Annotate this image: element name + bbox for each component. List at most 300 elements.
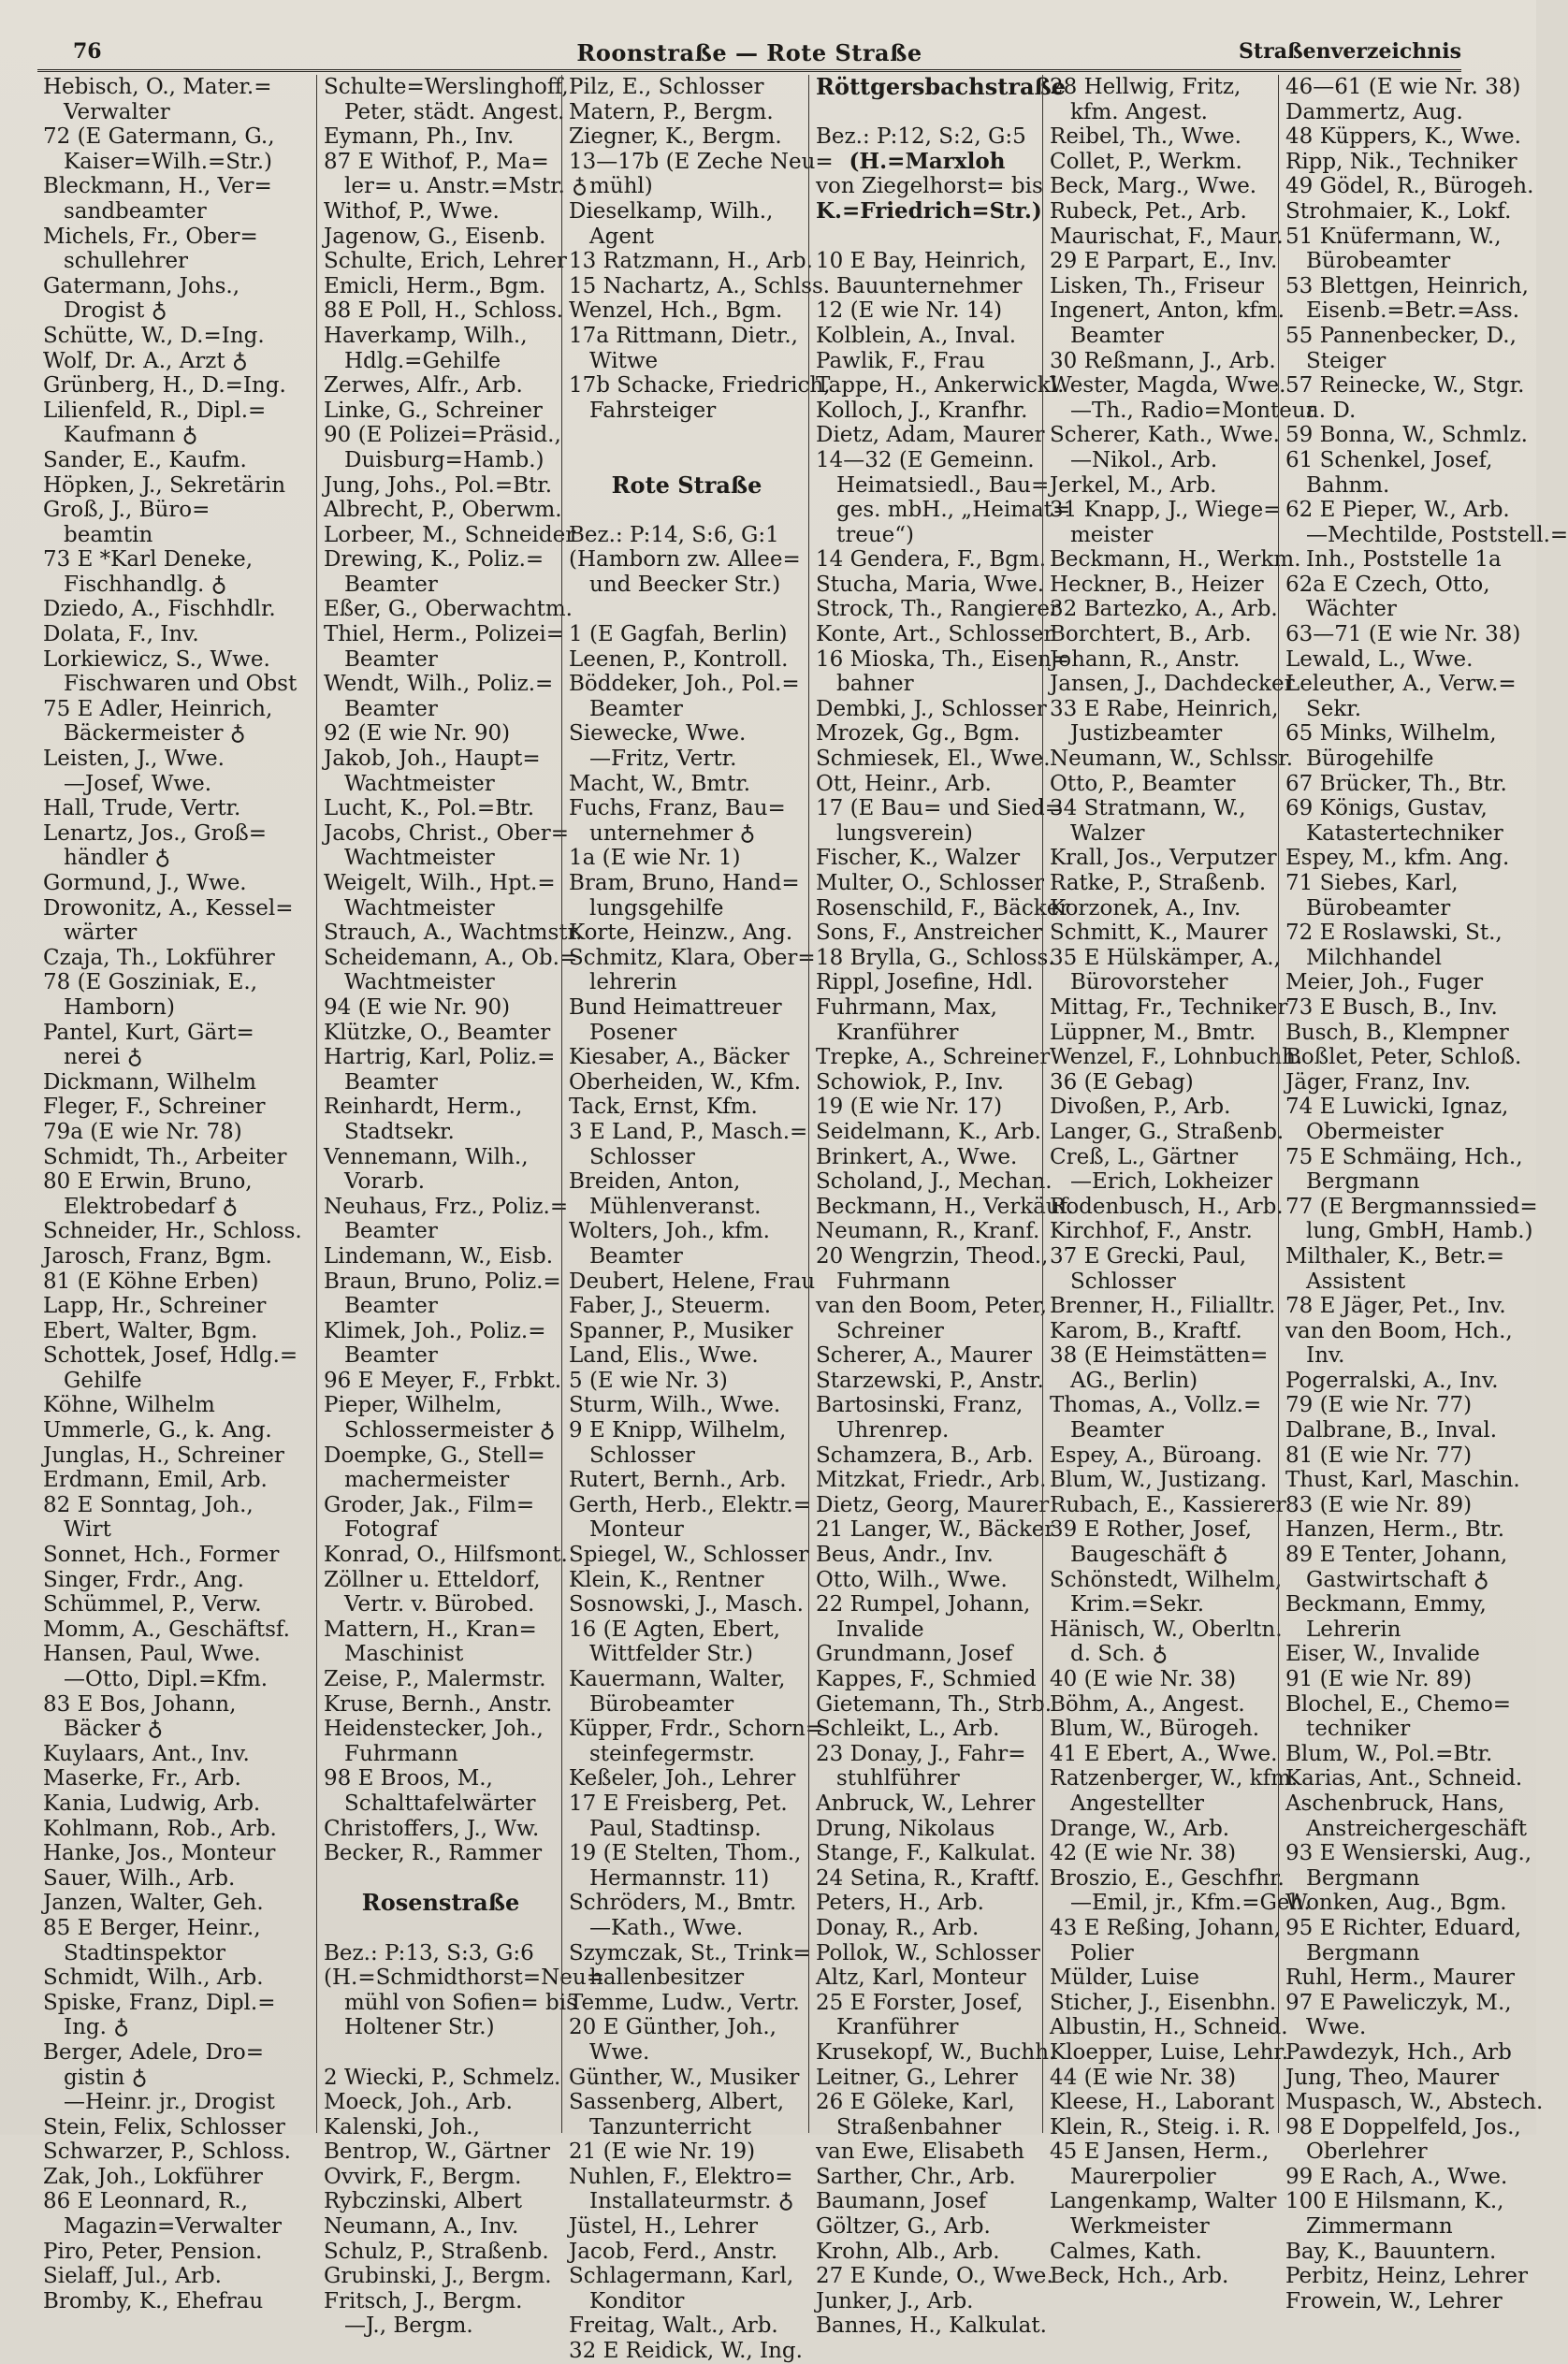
directory-entry-line: Bauunternehmer xyxy=(836,273,1023,298)
directory-entry-line: Johann, R., Anstr. xyxy=(1050,646,1241,672)
directory-entry-line: 35 E Hülskämper, A., xyxy=(1050,945,1281,970)
directory-entry-line: 91 (E wie Nr. 89) xyxy=(1285,1667,1473,1691)
directory-entry-line: Stadtinspektor xyxy=(64,1940,226,1965)
directory-entry-line: Otto, Wilh., Wwe. xyxy=(816,1567,1008,1592)
directory-entry-line: Polier xyxy=(1070,1940,1134,1965)
directory-entry-line: 61 Schenkel, Josef, xyxy=(1285,447,1493,472)
directory-entry-line: Wenzel, F., Lohnbuchh. xyxy=(1050,1045,1303,1070)
directory-entry-line: Dolata, F., Inv. xyxy=(43,622,199,647)
directory-entry-line: Boßlet, Peter, Schloß. xyxy=(1285,1045,1522,1070)
directory-entry-line: Maurerpolier xyxy=(1070,2164,1216,2189)
directory-entry-line: 14 Gendera, F., Bgm. xyxy=(816,547,1047,573)
directory-entry-line: Tanzunterricht xyxy=(589,2114,751,2139)
directory-entry-line: Hanzen, Herm., Btr. xyxy=(1285,1517,1505,1543)
directory-entry-line: Aschenbruck, Hans, xyxy=(1285,1791,1505,1816)
spacer xyxy=(569,448,805,473)
directory-entry-line: Pogerralski, A., Inv. xyxy=(1285,1368,1499,1393)
directory-entry-line: 36 (E Gebag) xyxy=(1050,1069,1194,1095)
directory-entry-line: Bäckermeister ♁ xyxy=(64,721,246,747)
directory-entry-line: —Erich, Lokheizer xyxy=(1070,1169,1273,1195)
directory-entry-line: Momm, A., Geschäftsf. xyxy=(43,1617,290,1642)
directory-entry-line: 82 E Sonntag, Joh., xyxy=(43,1492,254,1517)
column-divider xyxy=(561,75,562,2133)
directory-entry-line: Beamter xyxy=(344,1294,438,1319)
directory-entry-line: Kruse, Bernh., Anstr. xyxy=(324,1691,553,1717)
directory-entry-line: Hanke, Jos., Monteur xyxy=(43,1841,276,1866)
directory-entry-line: —Heinr. jr., Drogist xyxy=(64,2090,275,2115)
directory-entry-line: 81 (E Köhne Erben) xyxy=(43,1269,259,1294)
directory-entry-line: kfm. Angest. xyxy=(1070,99,1208,124)
directory-entry-line: schullehrer xyxy=(64,249,189,274)
directory-entry-line: Dziedo, A., Fischhdlr. xyxy=(43,597,276,622)
directory-entry-line: Holtener Str.) xyxy=(344,2015,495,2040)
directory-entry-line: Bund Heimattreuer xyxy=(569,994,782,1020)
directory-entry-line: Pawlik, F., Frau xyxy=(816,348,985,373)
directory-entry-line: 18 Brylla, G., Schloss. xyxy=(816,945,1055,970)
directory-entry-line: Köhne, Wilhelm xyxy=(43,1393,215,1418)
directory-entry-line: Mülder, Luise xyxy=(1050,1965,1200,1991)
directory-entry-line: 10 E Bay, Heinrich, xyxy=(816,249,1027,274)
directory-entry-line: Gastwirtschaft ♁ xyxy=(1306,1567,1489,1592)
directory-entry-line: Stadtsekr. xyxy=(344,1119,455,1144)
directory-entry-line: Strauch, A., Wachtmstr. xyxy=(324,921,583,946)
directory-entry-line: Wolf, Dr. A., Arzt ♁ xyxy=(43,348,248,373)
directory-entry-line: Thomas, A., Vollz.= xyxy=(1050,1393,1262,1418)
directory-entry-line: Küpper, Frdr., Schorn= xyxy=(569,1717,824,1742)
page-header xyxy=(37,32,1461,72)
directory-entry-line: Rubeck, Pet., Arb. xyxy=(1050,198,1247,224)
directory-entry-line: Hall, Trude, Vertr. xyxy=(43,796,241,821)
directory-entry-line: Tack, Ernst, Kfm. xyxy=(569,1095,758,1120)
directory-entry-line: 30 Reßmann, J., Arb. xyxy=(1050,348,1276,373)
directory-entry-line: Langer, G., Straßenb. xyxy=(1050,1119,1285,1144)
directory-entry-line: Scheidemann, A., Ob.= xyxy=(324,945,578,970)
directory-entry-line: Sarther, Chr., Arb. xyxy=(816,2164,1016,2189)
directory-entry-line: 22 Rumpel, Johann, xyxy=(816,1592,1031,1617)
directory-entry-line: 55 Pannenbecker, D., xyxy=(1285,323,1517,348)
directory-entry-line: Korte, Heinzw., Ang. xyxy=(569,921,793,946)
directory-entry-line: Beamter xyxy=(589,1243,683,1269)
directory-entry-line: Fischhandlg. ♁ xyxy=(64,572,227,597)
directory-entry-line: 74 E Luwicki, Ignaz, xyxy=(1285,1095,1509,1120)
directory-entry-line: Maserke, Fr., Arb. xyxy=(43,1766,241,1791)
directory-entry-line: Schulz, P., Straßenb. xyxy=(324,2239,549,2264)
directory-entry-line: Gormund, J., Wwe. xyxy=(43,871,247,895)
directory-entry-line: Monteur xyxy=(589,1517,684,1543)
directory-entry-line: Heimatsiedl., Bau= xyxy=(836,472,1050,498)
directory-entry-line: 73 E Busch, B., Inv. xyxy=(1285,994,1498,1020)
directory-entry-line: Konditor xyxy=(589,2288,685,2313)
directory-entry-line: Milchhandel xyxy=(1306,945,1442,970)
directory-entry-line: Schlosser xyxy=(589,1443,695,1468)
directory-entry-line: Böddeker, Joh., Pol.= xyxy=(569,672,800,697)
directory-entry-line: nerei ♁ xyxy=(64,1045,143,1070)
directory-entry-line: —Kath., Wwe. xyxy=(589,1915,744,1940)
directory-entry-line: 89 E Tenter, Johann, xyxy=(1285,1543,1508,1568)
directory-entry-line: Sticher, J., Eisenbhn. xyxy=(1050,1990,1277,2015)
directory-entry-line: Fischer, K., Walzer xyxy=(816,846,1021,871)
directory-entry-line: Vertr. v. Bürobed. xyxy=(344,1592,535,1617)
directory-entry-line: Beamter xyxy=(1070,323,1164,348)
directory-entry-line: Lorkiewicz, S., Wwe. xyxy=(43,646,270,672)
directory-entry-line: 17 (E Bau= und Sied= xyxy=(816,796,1064,821)
directory-entry-line: Stucha, Maria, Wwe. xyxy=(816,572,1045,597)
directory-entry-line: Oberheiden, W., Kfm. xyxy=(569,1069,802,1095)
directory-entry-line: Ott, Heinr., Arb. xyxy=(816,771,992,796)
directory-entry-line: 96 E Meyer, F., Frbkt. xyxy=(324,1368,562,1393)
directory-column xyxy=(1044,75,1316,2289)
directory-entry-line: Neumann, A., Inv. xyxy=(324,2214,519,2240)
directory-entry-line: Klein, K., Rentner xyxy=(569,1567,764,1592)
directory-entry-line: Doempke, G., Stell= xyxy=(324,1443,545,1468)
directory-entry-line: 46—61 (E wie Nr. 38) xyxy=(1285,75,1521,99)
directory-entry-line: Korzonek, A., Inv. xyxy=(1050,895,1241,921)
directory-entry-line: 37 E Grecki, Paul, xyxy=(1050,1243,1247,1269)
directory-entry-line: Rutert, Bernh., Arb. xyxy=(569,1468,787,1493)
directory-entry-line: Schmiesek, El., Wwe. xyxy=(816,747,1051,772)
directory-entry-line: 12 (E wie Nr. 14) xyxy=(816,298,1003,324)
directory-entry-line: Kranführer xyxy=(836,2015,959,2040)
directory-entry-line: Kolloch, J., Kranfhr. xyxy=(816,398,1028,423)
directory-entry-line: Spiegel, W., Schlosser xyxy=(569,1543,809,1568)
directory-entry-line: Maurischat, F., Maur. xyxy=(1050,224,1284,249)
directory-entry-line: Schlosser xyxy=(589,1144,695,1169)
directory-entry-line: Divoßen, P., Arb. xyxy=(1050,1095,1231,1120)
directory-entry-line: Sons, F., Anstreicher xyxy=(816,921,1042,946)
directory-entry-line: Land, Elis., Wwe. xyxy=(569,1343,759,1369)
directory-entry-line: Wirt xyxy=(64,1517,111,1543)
directory-entry-line: Bannes, H., Kalkulat. xyxy=(816,2313,1047,2339)
directory-entry-line: 26 E Göleke, Karl, xyxy=(816,2090,1015,2115)
directory-entry-line: Wenzel, Hch., Bgm. xyxy=(569,298,783,324)
directory-entry-line: Schamzera, B., Arb. xyxy=(816,1443,1034,1468)
directory-entry-line: 77 (E Bergmannssied= xyxy=(1285,1194,1538,1219)
directory-entry-line: Schalttafelwärter xyxy=(344,1791,536,1816)
directory-entry-line: treue“) xyxy=(836,522,915,547)
spacer xyxy=(324,1916,558,1941)
directory-entry-line: Paul, Stadtinsp. xyxy=(589,1816,762,1841)
directory-entry-line: Fahrsteiger xyxy=(589,398,717,423)
directory-entry-line: Erdmann, Emil, Arb. xyxy=(43,1468,268,1493)
directory-entry-line: van den Boom, Hch., xyxy=(1285,1318,1513,1343)
directory-entry-line: Schowiok, P., Inv. xyxy=(816,1069,1004,1095)
column-divider xyxy=(316,75,317,2133)
directory-entry-line: Inv. xyxy=(1306,1343,1345,1369)
directory-entry-line: Hdlg.=Gehilfe xyxy=(344,348,501,373)
directory-entry-line: ges. mbH., „Heimat= xyxy=(836,498,1071,523)
directory-entry-line: Witwe xyxy=(589,348,659,373)
directory-entry-line: 71 Siebes, Karl, xyxy=(1285,871,1459,895)
directory-entry-line: Rippl, Josefine, Hdl. xyxy=(816,970,1034,995)
directory-entry-line: Sosnowski, J., Masch. xyxy=(569,1592,804,1617)
directory-entry-line: Mühlenveranst. xyxy=(589,1194,762,1219)
directory-entry-line: Fischwaren und Obst xyxy=(64,672,298,697)
directory-entry-line: Ratzenberger, W., kfm. xyxy=(1050,1766,1299,1791)
directory-entry-line: Kolblein, A., Inval. xyxy=(816,323,1017,348)
directory-entry-line: Beckmann, H., Werkm. xyxy=(1050,547,1301,573)
directory-entry-line: Zak, Joh., Lokführer xyxy=(43,2164,263,2189)
directory-entry-line: 97 E Paweliczyk, M., xyxy=(1285,1990,1512,2015)
directory-entry-line: Dietz, Georg, Maurer xyxy=(816,1492,1050,1517)
directory-entry-line: Maschinist xyxy=(344,1642,464,1667)
directory-entry-line: 1a (E wie Nr. 1) xyxy=(569,846,741,871)
page-number: 76 xyxy=(73,39,102,64)
directory-entry-line: 65 Minks, Wilhelm, xyxy=(1285,721,1497,747)
directory-entry-line: Scherer, A., Maurer xyxy=(816,1343,1032,1369)
directory-entry-line: 23 Donay, J., Fahr= xyxy=(816,1741,1026,1766)
directory-entry-line: mühl) xyxy=(589,174,653,199)
directory-entry-line: Magazin=Verwalter xyxy=(64,2214,282,2240)
directory-entry-line: Sonnet, Hch., Former xyxy=(43,1543,280,1568)
directory-entry-line: Göltzer, G., Arb. xyxy=(816,2214,991,2240)
directory-entry-line: Wonken, Aug., Bgm. xyxy=(1285,1891,1507,1916)
directory-entry-line: 51 Knüfermann, W., xyxy=(1285,224,1502,249)
directory-entry-line: van Ewe, Elisabeth xyxy=(816,2139,1024,2165)
directory-entry-line: Bram, Bruno, Hand= xyxy=(569,871,800,895)
directory-entry-line: Mattern, H., Kran= xyxy=(324,1617,537,1642)
directory-entry-line: Schleikt, L., Arb. xyxy=(816,1717,1000,1742)
directory-entry-line: 31 Knapp, J., Wiege= xyxy=(1050,498,1282,523)
directory-entry-line: 2 Wiecki, P., Schmelz. xyxy=(324,2065,561,2090)
directory-entry-line: Wittfelder Str.) xyxy=(589,1642,753,1667)
directory-entry-line: 15 Nachartz, A., Schlss. xyxy=(569,273,831,298)
column-divider xyxy=(808,75,809,2133)
directory-entry-line: Schneider, Hr., Schloss. xyxy=(43,1219,302,1244)
directory-entry-line: Breiden, Anton, xyxy=(569,1169,741,1195)
directory-entry-line: Deubert, Helene, Frau xyxy=(569,1269,816,1294)
directory-entry-line: Hebisch, O., Mater.= xyxy=(43,75,272,99)
directory-entry-line: Ziegner, K., Bergm. xyxy=(569,124,782,150)
directory-entry-line: —Otto, Dipl.=Kfm. xyxy=(64,1667,269,1691)
directory-entry-line: Bahnm. xyxy=(1306,472,1390,498)
directory-entry-line: Czaja, Th., Lokführer xyxy=(43,945,275,970)
directory-entry-line: Heidenstecker, Joh., xyxy=(324,1717,544,1742)
directory-entry-line: Wachtmeister xyxy=(344,846,495,871)
column-divider xyxy=(1278,75,1279,2133)
column-divider xyxy=(1042,75,1043,2133)
directory-entry-line: Lüppner, M., Bmtr. xyxy=(1050,1020,1256,1045)
directory-entry-line: Berger, Adele, Dro= xyxy=(43,2039,265,2065)
directory-entry-line: Frowein, W., Lehrer xyxy=(1285,2288,1503,2313)
directory-entry-line: Konrad, O., Hilfsmont. xyxy=(324,1543,568,1568)
directory-entry-line: lungsgehilfe xyxy=(589,895,724,921)
directory-entry-line: 32 E Reidick, W., Ing. xyxy=(569,2339,803,2364)
directory-entry-line: Bez.: P:13, S:3, G:6 xyxy=(324,1940,534,1965)
directory-entry-line: Schönstedt, Wilhelm, xyxy=(1050,1567,1283,1592)
directory-entry-line: Höpken, J., Sekretärin xyxy=(43,472,286,498)
directory-entry-line: Fuhrmann, Max, xyxy=(816,994,997,1020)
directory-entry-line: Ebert, Walter, Bgm. xyxy=(43,1318,258,1343)
directory-entry-line: Lilienfeld, R., Dipl.= xyxy=(43,398,267,423)
directory-entry-line: Stein, Felix, Schlosser xyxy=(43,2114,285,2139)
directory-entry-line: Lapp, Hr., Schreiner xyxy=(43,1294,267,1319)
directory-entry-line: 17a Rittmann, Dietr., xyxy=(569,323,798,348)
directory-entry-line: Collet, P., Werkm. xyxy=(1050,149,1242,174)
directory-entry-line: Wachtmeister xyxy=(344,970,495,995)
directory-entry-line: Klützke, O., Beamter xyxy=(324,1020,551,1045)
directory-entry-line: —Josef, Wwe. xyxy=(64,771,212,796)
directory-entry-line: Lucht, K., Pol.=Btr. xyxy=(324,796,535,821)
directory-entry-line: Calmes, Kath. xyxy=(1050,2239,1202,2264)
directory-entry-line: Bürobeamter xyxy=(1306,895,1451,921)
directory-entry-line: Konte, Art., Schlosser xyxy=(816,622,1054,647)
directory-entry-line: Beamter xyxy=(344,1219,438,1244)
directory-entry-line: Mitzkat, Friedr., Arb. xyxy=(816,1468,1047,1493)
spacer xyxy=(324,1866,558,1892)
directory-entry-line: Beck, Marg., Wwe. xyxy=(1050,174,1257,199)
directory-entry-line: Bürogehilfe xyxy=(1306,747,1434,772)
directory-entry-line: Beus, Andr., Inv. xyxy=(816,1543,994,1568)
directory-entry-line: Milthaler, K., Betr.= xyxy=(1285,1243,1505,1269)
directory-entry-line: Braun, Bruno, Poliz.= xyxy=(324,1269,561,1294)
directory-entry-line: Altz, Karl, Monteur xyxy=(816,1965,1026,1991)
directory-entry-line: Beamter xyxy=(1070,1418,1164,1443)
directory-entry-line: Bürobeamter xyxy=(589,1691,734,1717)
directory-entry-line: (Hamborn zw. Allee= xyxy=(569,547,801,573)
directory-entry-line: —Fritz, Vertr. xyxy=(589,747,737,772)
directory-entry-line: Böhm, A., Angest. xyxy=(1050,1691,1245,1717)
directory-entry-line: Pilz, E., Schlosser xyxy=(569,75,764,99)
directory-entry-line: Ratke, P., Straßenb. xyxy=(1050,871,1267,895)
directory-entry-line: Blum, W., Justizang. xyxy=(1050,1468,1268,1493)
directory-entry-line: 3 E Land, P., Masch.= xyxy=(569,1119,808,1144)
directory-entry-line: van den Boom, Peter, xyxy=(816,1294,1048,1319)
directory-entry-line: Lorbeer, M., Schneider xyxy=(324,522,576,547)
directory-entry-line: —Th., Radio=Monteur xyxy=(1070,398,1316,423)
directory-entry-line: Fritsch, J., Bergm. xyxy=(324,2288,523,2313)
directory-entry-line: Fuhrmann xyxy=(836,1269,951,1294)
directory-entry-line: Bromby, K., Ehefrau xyxy=(43,2288,264,2313)
directory-entry-line: Multer, O., Schlosser xyxy=(816,871,1044,895)
directory-entry-line: Karom, B., Kraftf. xyxy=(1050,1318,1242,1343)
directory-entry-line: Thiel, Herm., Polizei= xyxy=(324,622,564,647)
directory-entry-line: Gatermann, Johs., xyxy=(43,273,240,298)
street-heading: Röttgersbachstraße xyxy=(816,73,1067,100)
directory-entry-line: Schreiner xyxy=(836,1318,944,1343)
directory-entry-line: Wwe. xyxy=(1306,2015,1367,2040)
directory-entry-line: Groder, Jak., Film= xyxy=(324,1492,535,1517)
directory-entry-line: —Emil, jr., Kfm.=Geh. xyxy=(1070,1891,1311,1916)
directory-entry-line: 16 Mioska, Th., Eisen= xyxy=(816,646,1070,672)
directory-entry-line: 27 E Kunde, O., Wwe. xyxy=(816,2264,1053,2289)
directory-entry-line: Hamborn) xyxy=(64,994,175,1020)
directory-entry-line: Jacob, Ferd., Anstr. xyxy=(569,2239,778,2264)
directory-entry-line: Sielaff, Jul., Arb. xyxy=(43,2264,222,2289)
directory-entry-line: Leisten, J., Wwe. xyxy=(43,747,225,772)
directory-entry-line: 88 E Poll, H., Schloss. xyxy=(324,298,563,324)
directory-entry-line: 45 E Jansen, Herm., xyxy=(1050,2139,1270,2165)
directory-entry-line: Faber, J., Steuerm. xyxy=(569,1294,772,1319)
directory-entry-line: Rubach, E., Kassierer xyxy=(1050,1492,1286,1517)
directory-entry-line: Ovvirk, F., Bergm. xyxy=(324,2164,522,2189)
directory-entry-line: Kania, Ludwig, Arb. xyxy=(43,1791,261,1816)
directory-entry-line: Eisenb.=Betr.=Ass. xyxy=(1306,298,1520,324)
directory-entry-line: Otto, P., Beamter xyxy=(1050,771,1236,796)
directory-entry-line: bahner xyxy=(836,672,914,697)
directory-entry-line: Temme, Ludw., Vertr. xyxy=(569,1990,800,2015)
directory-entry-line: Brenner, H., Filialltr. xyxy=(1050,1294,1276,1319)
directory-entry-line: Sander, E., Kaufm. xyxy=(43,447,247,472)
directory-entry-line: (H.=Marxloh xyxy=(849,148,1006,174)
directory-entry-line: Bergmann xyxy=(1306,1865,1420,1891)
directory-entry-line: Piro, Peter, Pension. xyxy=(43,2239,263,2264)
directory-entry-line: 98 E Doppelfeld, Jos., xyxy=(1285,2114,1521,2139)
directory-entry-line: Spanner, P., Musiker xyxy=(569,1318,793,1343)
directory-entry-line: Eßer, G., Oberwachtm. xyxy=(324,597,573,622)
directory-entry-line: Bleckmann, H., Ver= xyxy=(43,174,272,199)
directory-entry-line: a. D. xyxy=(1306,398,1357,423)
directory-entry-line: Bentrop, W., Gärtner xyxy=(324,2139,551,2165)
directory-entry-line: Beckmann, H., Verkäuf. xyxy=(816,1194,1074,1219)
directory-entry-line: Lindemann, W., Eisb. xyxy=(324,1243,554,1269)
directory-entry-line: Ripp, Nik., Techniker xyxy=(1285,149,1517,174)
directory-entry-line: Bay, K., Bauuntern. xyxy=(1285,2239,1497,2264)
directory-entry-line: Haverkamp, Wilh., xyxy=(324,323,528,348)
directory-entry-line: Baumann, Josef xyxy=(816,2189,987,2214)
directory-entry-line: Günther, W., Musiker xyxy=(569,2065,800,2090)
directory-entry-line: Leleuther, A., Verw.= xyxy=(1285,672,1517,697)
directory-entry-line: Keßeler, Joh., Lehrer xyxy=(569,1766,796,1791)
directory-entry-line: Mrozek, Gg., Bgm. xyxy=(816,721,1021,747)
directory-entry-line: 86 E Leonnard, R., xyxy=(43,2189,249,2214)
directory-entry-line: Jarosch, Franz, Bgm. xyxy=(43,1243,272,1269)
directory-entry-line: Jakob, Joh., Haupt= xyxy=(324,747,541,772)
directory-entry-line: Pollok, W., Schlosser xyxy=(816,1940,1040,1965)
directory-entry-line: Beamter xyxy=(344,1343,438,1369)
directory-entry-line: 53 Blettgen, Heinrich, xyxy=(1285,273,1529,298)
directory-entry-line: 42 (E wie Nr. 38) xyxy=(1050,1841,1237,1866)
directory-entry-line: Strohmaier, K., Lokf. xyxy=(1285,198,1512,224)
directory-entry-line: Klimek, Joh., Poliz.= xyxy=(324,1318,546,1343)
directory-entry-line: Junker, J., Arb. xyxy=(816,2288,974,2313)
directory-entry-line: Kohlmann, Rob., Arb. xyxy=(43,1816,277,1841)
directory-entry-line: Kuylaars, Ant., Inv. xyxy=(43,1741,250,1766)
section-title: Straßenverzeichnis xyxy=(1239,39,1461,64)
directory-entry-line: Emicli, Herm., Bgm. xyxy=(324,273,546,298)
directory-entry-line: Becker, R., Rammer xyxy=(324,1841,543,1866)
directory-entry-line: Neuhaus, Frz., Poliz.= xyxy=(324,1194,569,1219)
directory-entry-line: Schlossermeister ♁ xyxy=(344,1418,556,1443)
directory-entry-line: Schulte=Werslinghoff, xyxy=(324,75,569,99)
directory-entry-line: 38 (E Heimstätten= xyxy=(1050,1343,1269,1369)
spacer xyxy=(816,100,1038,125)
directory-entry-line: Hansen, Paul, Wwe. xyxy=(43,1642,261,1667)
directory-entry-line: Schlagermann, Karl, xyxy=(569,2264,794,2289)
directory-entry-line: Albrecht, P., Oberwm. xyxy=(324,498,562,523)
directory-entry-line: Schwarzer, P., Schloss. xyxy=(43,2139,291,2165)
directory-entry-line: händler ♁ xyxy=(64,846,171,871)
directory-entry-line: Matern, P., Bergm. xyxy=(569,99,774,124)
directory-entry-line: Pieper, Wilhelm, xyxy=(324,1393,502,1418)
directory-entry-line: Groß, J., Büro= xyxy=(43,498,211,523)
directory-entry-line: Rybczinski, Albert xyxy=(324,2189,523,2214)
directory-entry-line: Leenen, P., Kontroll. xyxy=(569,646,789,672)
directory-entry-line: 13 Ratzmann, H., Arb. xyxy=(569,249,813,274)
directory-entry-line: Gerth, Herb., Elektr.= xyxy=(569,1492,811,1517)
directory-entry-line: meister xyxy=(1070,522,1154,547)
directory-entry-line: lehrerin xyxy=(589,970,677,995)
directory-entry-line: ler= u. Anstr.=Mstr. ♁ xyxy=(344,174,588,199)
directory-entry-line: Krohn, Alb., Arb. xyxy=(816,2239,1000,2264)
directory-entry-line: Jerkel, M., Arb. xyxy=(1050,472,1217,498)
directory-entry-line: Rosenschild, F., Bäcker xyxy=(816,895,1070,921)
directory-entry-line: Sauer, Wilh., Arb. xyxy=(43,1865,236,1891)
directory-entry-line: Kauermann, Walter, xyxy=(569,1667,786,1691)
directory-entry-line: 83 E Bos, Johann, xyxy=(43,1691,237,1717)
directory-entry-line: unternehmer ♁ xyxy=(589,820,756,846)
directory-entry-line: Jäger, Franz, Inv. xyxy=(1285,1069,1472,1095)
directory-entry-line: Siewecke, Wwe. xyxy=(569,721,747,747)
